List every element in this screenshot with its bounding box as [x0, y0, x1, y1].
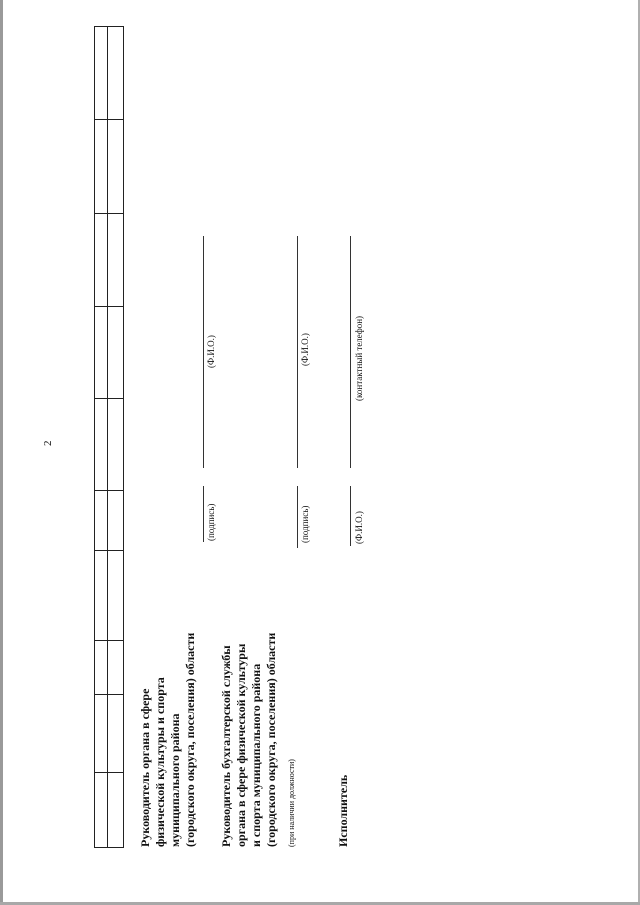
director-signature-caption: (подпись)	[206, 503, 216, 541]
table-border-right	[123, 26, 124, 848]
table-col-divider	[94, 694, 124, 695]
table-col-divider	[94, 213, 124, 214]
page-number: 2	[42, 440, 54, 446]
table-col-divider	[94, 550, 124, 551]
accountant-line: органа в сфере физической культуры	[234, 643, 248, 847]
director-line: (городского округа, поселения) области	[183, 632, 197, 847]
accountant-name-line[interactable]	[297, 236, 298, 468]
accountant-title	[219, 633, 279, 847]
executor-name-line[interactable]	[350, 486, 351, 546]
table-col-divider	[94, 640, 124, 641]
scan-edge-left	[0, 0, 3, 905]
accountant-signature-caption: (подпись)	[300, 505, 310, 543]
director-name-caption: (Ф.И.О.)	[206, 335, 216, 368]
table-border-top	[94, 26, 124, 27]
table-col-divider	[94, 119, 124, 120]
table-col-divider	[94, 398, 124, 399]
accountant-note: (при наличии должности)	[287, 759, 296, 847]
accountant-name-caption: (Ф.И.О.)	[300, 333, 310, 366]
accountant-signature-line[interactable]	[297, 486, 298, 548]
data-table	[94, 26, 124, 848]
table-border-left	[94, 26, 95, 848]
table-border-bottom	[94, 847, 124, 848]
director-title	[138, 633, 198, 847]
director-line: Руководитель органа в сфере	[138, 688, 152, 847]
accountant-line: и спорта муниципального района	[249, 663, 263, 847]
executor-label: Исполнитель	[336, 774, 350, 847]
executor-phone-caption: (контактный телефон)	[354, 315, 364, 401]
executor-phone-line[interactable]	[350, 236, 351, 468]
director-name-line[interactable]	[203, 236, 204, 468]
accountant-line: (городского округа, поселения) области	[264, 632, 278, 847]
director-line: физической культуры и спорта	[153, 677, 167, 847]
table-col-divider	[94, 306, 124, 307]
director-signature-line[interactable]	[203, 486, 204, 542]
table-col-divider	[94, 772, 124, 773]
director-line: муниципального района	[168, 713, 182, 847]
executor-name-caption: (Ф.И.О.)	[354, 511, 364, 544]
table-col-divider	[94, 490, 124, 491]
accountant-line: Руководитель бухгалтерской службы	[219, 645, 233, 847]
table-row-divider	[107, 26, 108, 848]
